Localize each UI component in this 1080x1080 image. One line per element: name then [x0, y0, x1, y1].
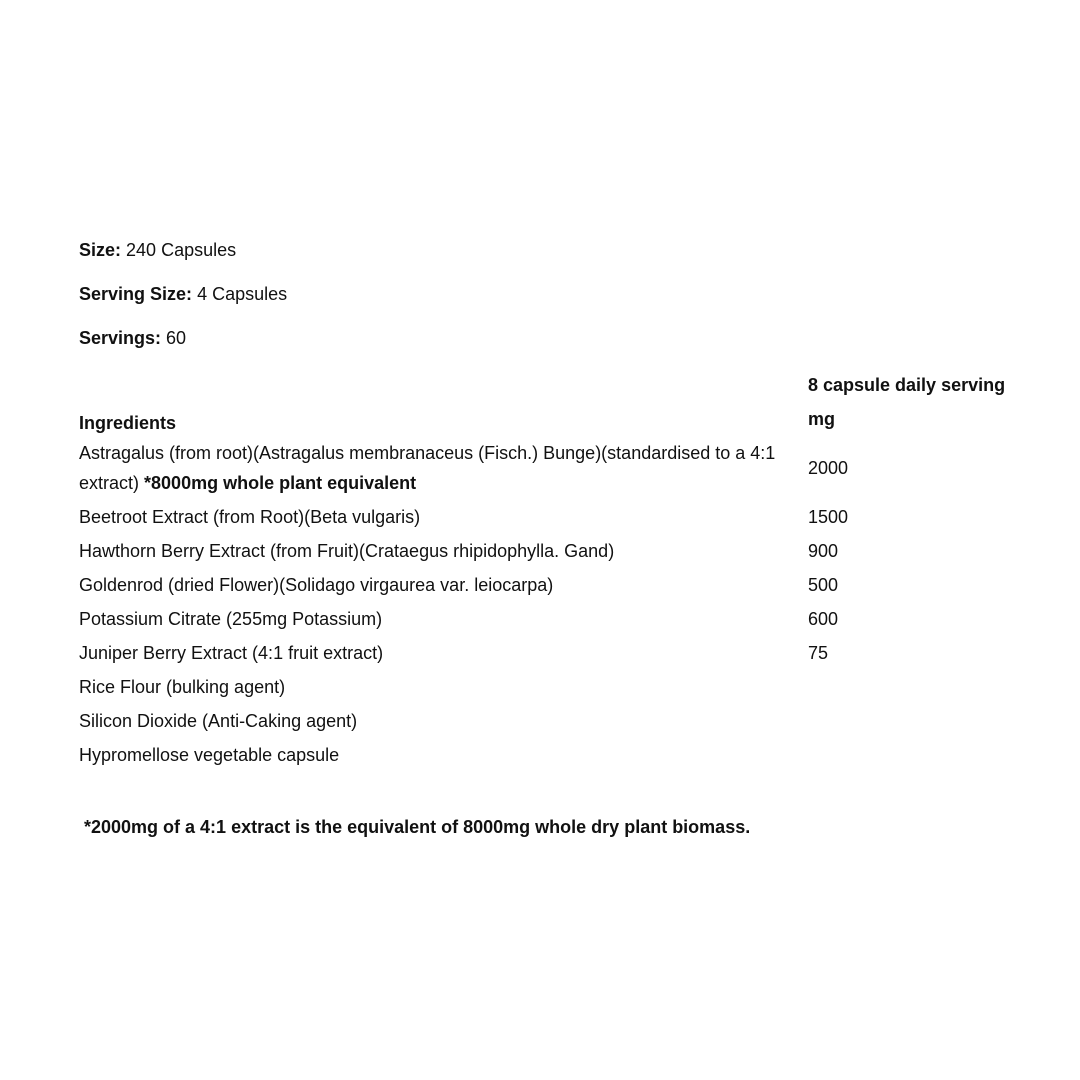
- ingredient-name: Silicon Dioxide (Anti-Caking agent): [79, 711, 358, 731]
- servings-label: Servings:: [79, 328, 162, 348]
- amount-header: [808, 368, 1019, 436]
- size-info: [79, 239, 236, 261]
- size-label: Size:: [79, 240, 122, 260]
- amount-header-line1: 8 capsule daily serving: [808, 375, 1006, 395]
- serving-size-info: [79, 283, 287, 305]
- ingredient-amount: 1500: [808, 507, 849, 527]
- ingredient-name-text: Astragalus (from root)(Astragalus membranaceus (Fisch.) Bunge)(standardised to a 4:1 extract): [79, 443, 776, 493]
- servings-info: [79, 327, 186, 349]
- ingredient-name: [79, 436, 808, 500]
- servings-value: 60: [166, 328, 187, 348]
- ingredient-name: Goldenrod (dried Flower)(Solidago virgaurea var. leiocarpa): [79, 575, 554, 595]
- ingredients-table: [79, 368, 1019, 772]
- ingredient-name: Beetroot Extract (from Root)(Beta vulgaris): [79, 507, 421, 527]
- ingredient-amount: [808, 704, 1019, 738]
- table-row: [79, 636, 1019, 670]
- amount-header-unit: mg: [808, 409, 835, 429]
- table-row: [79, 704, 1019, 738]
- ingredients-header: Ingredients: [79, 413, 177, 433]
- ingredient-name: Potassium Citrate (255mg Potassium): [79, 609, 383, 629]
- ingredient-amount: 500: [808, 575, 839, 595]
- table-row: [79, 436, 1019, 500]
- size-value: 240 Capsules: [126, 240, 237, 260]
- table-row: [79, 568, 1019, 602]
- serving-size-value: 4 Capsules: [197, 284, 288, 304]
- ingredient-name: Hypromellose vegetable capsule: [79, 745, 340, 765]
- ingredient-amount: [808, 670, 1019, 704]
- table-row: [79, 670, 1019, 704]
- ingredient-note: *8000mg whole plant equivalent: [144, 473, 417, 493]
- ingredient-name: Hawthorn Berry Extract (from Fruit)(Crataegus rhipidophylla. Gand): [79, 541, 615, 561]
- ingredient-amount: 600: [808, 609, 839, 629]
- ingredient-amount: [808, 738, 1019, 772]
- serving-size-label: Serving Size:: [79, 284, 193, 304]
- ingredient-amount: 900: [808, 541, 839, 561]
- table-row: [79, 738, 1019, 772]
- ingredient-amount: 75: [808, 643, 829, 663]
- ingredient-name: Juniper Berry Extract (4:1 fruit extract): [79, 643, 384, 663]
- ingredient-amount: 2000: [808, 458, 849, 478]
- table-header-row: [79, 368, 1019, 436]
- footnote: *2000mg of a 4:1 extract is the equivalent of 8000mg whole dry plant biomass.: [84, 817, 751, 837]
- table-row: [79, 602, 1019, 636]
- ingredient-name: Rice Flour (bulking agent): [79, 677, 286, 697]
- table-row: [79, 500, 1019, 534]
- table-row: [79, 534, 1019, 568]
